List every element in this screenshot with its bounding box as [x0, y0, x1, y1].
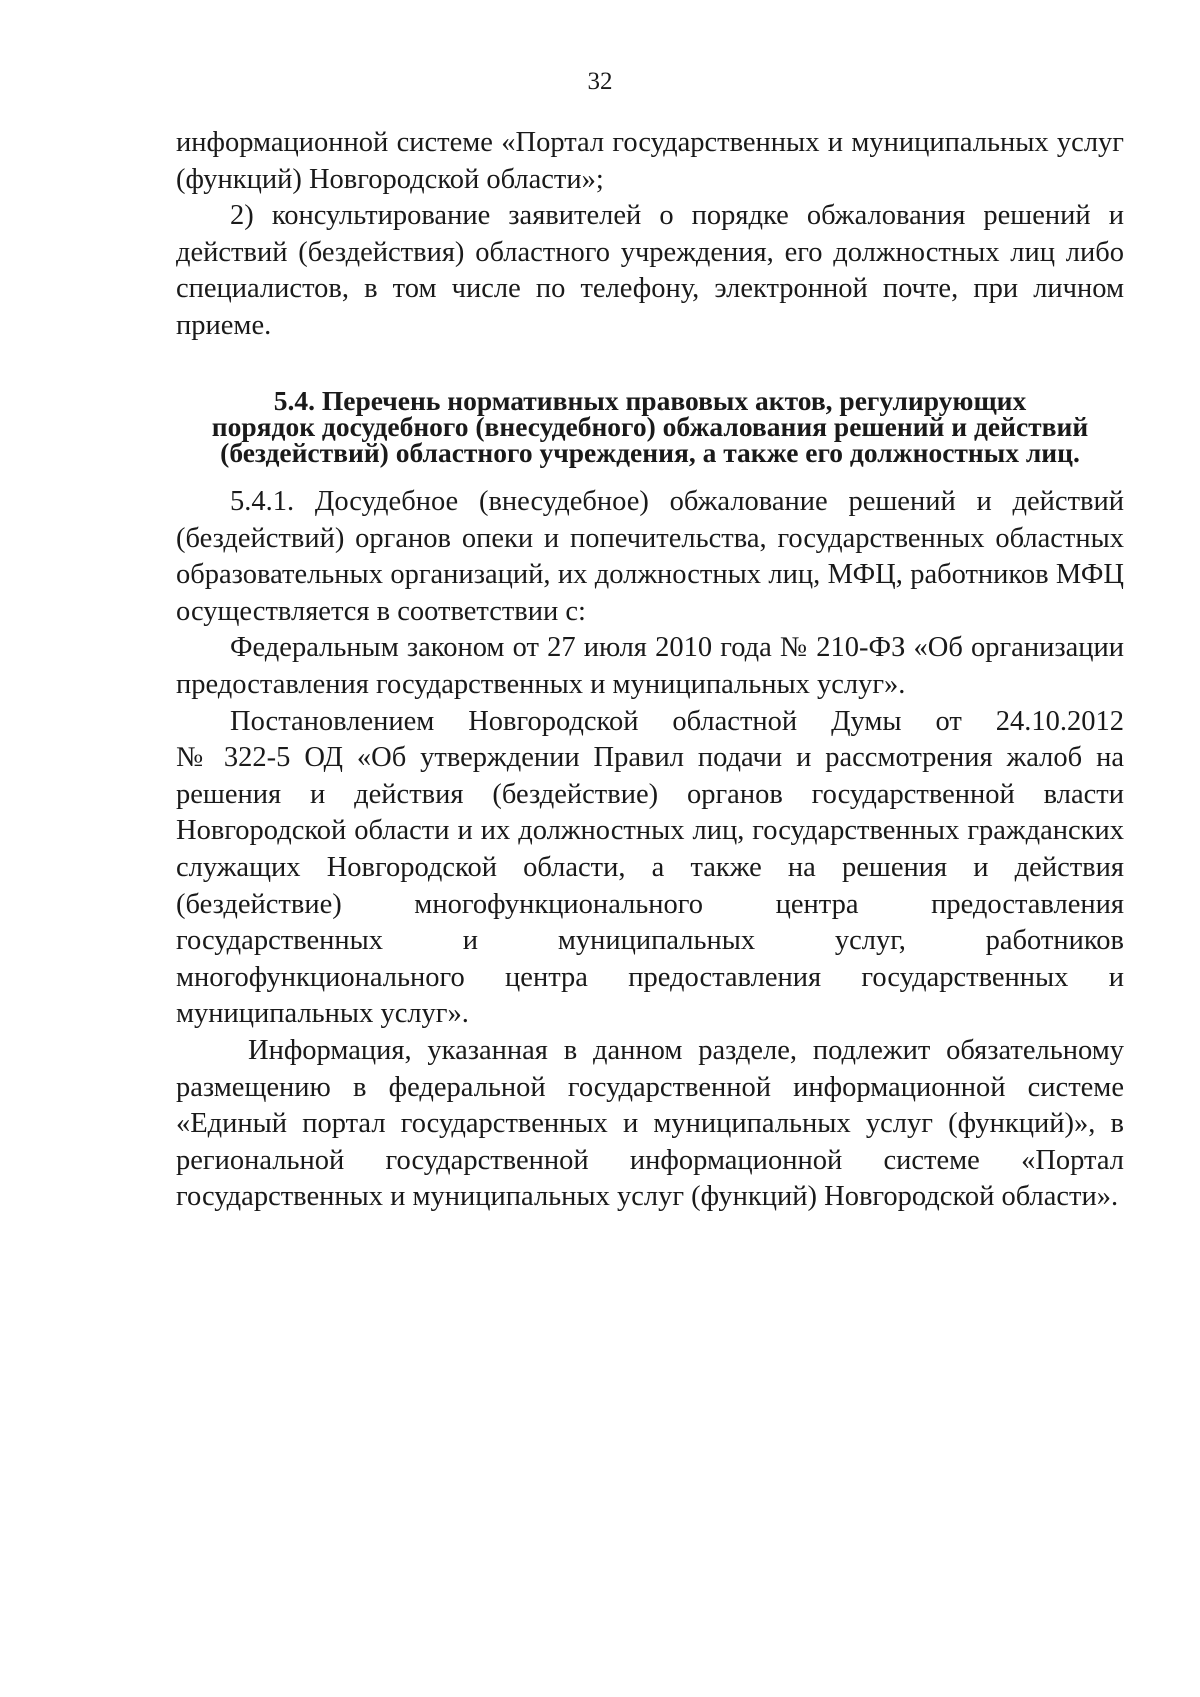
section-heading-line-2: порядок досудебного (внесудебного) обжалования решений и действий: [211, 411, 1089, 442]
section-heading: [176, 385, 1124, 468]
page-number: 32: [587, 68, 613, 95]
section-heading-line-1: 5.4. Перечень нормативных правовых актов, регулирующих: [273, 385, 1027, 416]
text-block-intro: [176, 125, 1124, 345]
paragraph-portal-continuation: информационной системе «Портал государственных и муниципальных услуг (функций) Новгородской области»;: [176, 127, 1124, 195]
paragraph-resolution-first-line: Постановлением Новгородской областной Думы от 24.10.2012: [230, 705, 1124, 737]
paragraph-federal-law: Федеральным законом от 27 июля 2010 года № 210-ФЗ «Об организации предоставления государственных и муниципальных услуг».: [176, 632, 1124, 700]
paragraph-5-4-1: 5.4.1. Досудебное (внесудебное) обжалование решений и действий (бездействий) органов опеки и попечительства, государственных областных образовательных организаций, их должностных лиц, МФЦ, работников МФЦ осуществляется в соответствии с:: [176, 486, 1124, 627]
paragraph-information-placement: Информация, указанная в данном разделе, подлежит обязательному размещению в федеральной государственной информационной системе «Единый портал государственных и муниципальных услуг (функций)», в региональной государственной информационной системе «Портал государственных и муниципальных услуг (функций) Новгородской области».: [176, 1034, 1124, 1213]
paragraph-resolution-rest: № 322-5 ОД «Об утверждении Правил подачи и рассмотрения жалоб на решения и действия (бездействие) органов государственной власти Новгородской области и их должностных лиц, государственных гражданских служащих Новгородской области, а также на решения и действия (бездействие) многофункционального центра предоставления государственных и муниципальных услуг, работников многофункционального центра предоставления государственных и муниципальных услуг».: [176, 742, 1124, 1030]
section-heading-line-3: (бездействий) областного учреждения, а также его должностных лиц.: [220, 437, 1080, 468]
text-block-section: [176, 484, 1124, 1216]
paragraph-consulting: 2) консультирование заявителей о порядке обжалования решений и действий (бездействия) областного учреждения, его должностных лиц либо специалистов, в том числе по телефону, электронной почте, при личном приеме.: [176, 200, 1124, 341]
